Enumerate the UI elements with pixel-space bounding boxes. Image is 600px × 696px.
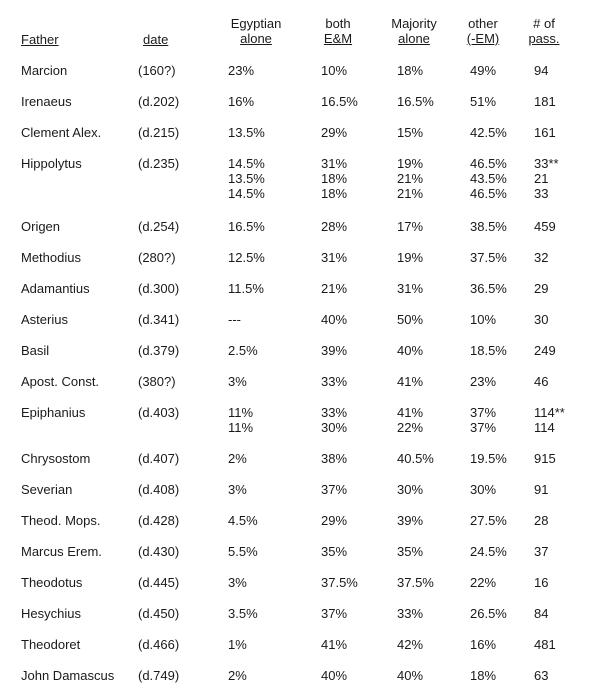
father-date: (d.202): [138, 94, 180, 109]
header-other: [458, 16, 508, 46]
header-majority-line1: Majority: [391, 16, 437, 31]
passages-value: 37: [534, 544, 549, 559]
header-both: [316, 16, 360, 46]
majority-value: 16.5%: [397, 94, 434, 109]
passages-cell: [534, 451, 578, 466]
egyptian-cell: [228, 156, 265, 201]
both-cell: [321, 513, 347, 528]
both-value: 33%: [321, 405, 348, 420]
father-date: (d.254): [138, 219, 180, 234]
header-father: [21, 32, 59, 47]
other-value: 22%: [470, 575, 497, 590]
father-date: (160?): [138, 63, 176, 78]
egyptian-cell: [228, 63, 254, 78]
header-other-line2: (-EM): [466, 31, 500, 46]
father-name: Marcion: [21, 63, 68, 78]
both-cell: [321, 575, 358, 590]
egyptian-value: ---: [228, 312, 241, 327]
father-date: (d.407): [138, 451, 180, 466]
header-both-line2: E&M: [323, 31, 353, 46]
header-majority: [382, 16, 446, 46]
egyptian-value: 2%: [228, 451, 247, 466]
egyptian-cell: [228, 312, 241, 327]
egyptian-value: 3.5%: [228, 606, 258, 621]
father-date: (d.749): [138, 668, 180, 683]
egyptian-value: 23%: [228, 63, 255, 78]
both-value: 16.5%: [321, 94, 358, 109]
both-cell: [321, 544, 347, 559]
passages-value: 46: [534, 374, 549, 389]
majority-value: 41%: [397, 374, 424, 389]
egyptian-cell: [228, 668, 247, 683]
both-value: 29%: [321, 513, 348, 528]
majority-cell: [397, 544, 423, 559]
both-value: 28%: [321, 219, 348, 234]
other-cell: [470, 219, 507, 234]
header-egyptian: [222, 16, 290, 46]
majority-value: 50%: [397, 312, 424, 327]
header-date-label: date: [143, 32, 169, 47]
father-date: (d.300): [138, 281, 180, 296]
egyptian-value: 14.5%: [228, 186, 265, 201]
majority-value: 40%: [397, 343, 424, 358]
header-other-line1: other: [468, 16, 498, 31]
father-name: Basil: [21, 343, 50, 358]
majority-cell: [397, 219, 423, 234]
father-date: (d.408): [138, 482, 180, 497]
other-cell: [470, 156, 507, 201]
both-cell: [321, 219, 347, 234]
other-value: 16%: [470, 637, 497, 652]
other-value: 46.5%: [470, 186, 507, 201]
father-name: Epiphanius: [21, 405, 86, 420]
both-value: 40%: [321, 668, 348, 683]
egyptian-cell: [228, 637, 247, 652]
father-name: Asterius: [21, 312, 68, 327]
father-date: (d.430): [138, 544, 180, 559]
egyptian-value: 2.5%: [228, 343, 258, 358]
other-cell: [470, 482, 496, 497]
egyptian-cell: [228, 544, 258, 559]
other-value: 37%: [470, 405, 497, 420]
egyptian-value: 3%: [228, 482, 247, 497]
passages-value: 32: [534, 250, 549, 265]
both-value: 33%: [321, 374, 348, 389]
other-cell: [470, 281, 507, 296]
both-value: 18%: [321, 186, 348, 201]
egyptian-value: 16.5%: [228, 219, 265, 234]
egyptian-value: 4.5%: [228, 513, 258, 528]
egyptian-value: 11.5%: [228, 281, 264, 296]
father-date: (d.403): [138, 405, 180, 420]
majority-value: 22%: [397, 420, 424, 435]
majority-value: 39%: [397, 513, 424, 528]
passages-cell: [534, 482, 578, 497]
both-value: 21%: [321, 281, 348, 296]
father-name: Theodoret: [21, 637, 81, 652]
other-value: 42.5%: [470, 125, 507, 140]
passages-cell: [534, 513, 578, 528]
majority-value: 41%: [397, 405, 424, 420]
majority-value: 35%: [397, 544, 424, 559]
both-cell: [321, 94, 358, 109]
both-value: 38%: [321, 451, 348, 466]
other-value: 26.5%: [470, 606, 507, 621]
header-passages-line1: # of: [533, 16, 555, 31]
passages-value: 16: [534, 575, 549, 590]
both-value: 37%: [321, 482, 348, 497]
both-value: 30%: [321, 420, 348, 435]
father-name: Origen: [21, 219, 61, 234]
passages-cell: [534, 575, 578, 590]
egyptian-cell: [228, 513, 258, 528]
both-value: 31%: [321, 250, 348, 265]
passages-value: 459: [534, 219, 556, 234]
egyptian-cell: [228, 575, 247, 590]
both-cell: [321, 63, 347, 78]
passages-value: 94: [534, 63, 549, 78]
father-name: Irenaeus: [21, 94, 72, 109]
other-value: 24.5%: [470, 544, 507, 559]
majority-cell: [397, 94, 434, 109]
other-cell: [470, 544, 507, 559]
both-cell: [321, 312, 347, 327]
passages-cell: [534, 94, 578, 109]
egyptian-value: 16%: [228, 94, 255, 109]
other-value: 23%: [470, 374, 497, 389]
both-cell: [321, 343, 347, 358]
passages-cell: [534, 405, 578, 435]
passages-cell: [534, 668, 578, 683]
passages-value: 91: [534, 482, 549, 497]
egyptian-value: 3%: [228, 374, 247, 389]
father-name: Severian: [21, 482, 73, 497]
passages-cell: [534, 374, 578, 389]
header-egyptian-line2: alone: [240, 31, 272, 46]
majority-value: 40%: [397, 668, 424, 683]
both-cell: [321, 281, 347, 296]
other-cell: [470, 575, 496, 590]
other-cell: [470, 668, 496, 683]
majority-cell: [397, 606, 423, 621]
header-passages: [524, 16, 564, 46]
majority-value: 18%: [397, 63, 424, 78]
header-father-label: Father: [21, 32, 59, 47]
both-value: 39%: [321, 343, 348, 358]
both-value: 40%: [321, 312, 348, 327]
other-cell: [470, 343, 507, 358]
egyptian-cell: [228, 451, 247, 466]
egyptian-value: 3%: [228, 575, 247, 590]
majority-cell: [397, 125, 423, 140]
both-cell: [321, 250, 347, 265]
other-value: 49%: [470, 63, 497, 78]
father-date: (380?): [138, 374, 176, 389]
father-date: (d.428): [138, 513, 180, 528]
father-name: Hesychius: [21, 606, 81, 621]
majority-value: 21%: [397, 186, 424, 201]
passages-value: 33**: [534, 156, 559, 171]
both-cell: [321, 482, 347, 497]
majority-cell: [397, 156, 423, 201]
other-value: 51%: [470, 94, 497, 109]
egyptian-value: 14.5%: [228, 156, 265, 171]
father-name: Theodotus: [21, 575, 83, 590]
both-value: 37%: [321, 606, 348, 621]
passages-cell: [534, 281, 578, 296]
egyptian-cell: [228, 606, 258, 621]
egyptian-cell: [228, 374, 247, 389]
passages-value: 915: [534, 451, 556, 466]
other-cell: [470, 374, 496, 389]
egyptian-cell: [228, 219, 265, 234]
majority-cell: [397, 513, 423, 528]
majority-value: 40.5%: [397, 451, 434, 466]
passages-value: 249: [534, 343, 556, 358]
other-cell: [470, 405, 496, 435]
header-date: [143, 32, 168, 47]
passages-cell: [534, 250, 578, 265]
passages-value: 21: [534, 171, 549, 186]
both-cell: [321, 125, 347, 140]
both-cell: [321, 374, 347, 389]
majority-cell: [397, 374, 423, 389]
majority-cell: [397, 405, 423, 435]
passages-value: 114: [534, 420, 555, 435]
majority-cell: [397, 637, 423, 652]
father-date: (d.215): [138, 125, 180, 140]
passages-cell: [534, 219, 578, 234]
majority-value: 21%: [397, 171, 424, 186]
father-date: (d.379): [138, 343, 180, 358]
passages-value: 33: [534, 186, 549, 201]
egyptian-cell: [228, 94, 254, 109]
father-name: Marcus Erem.: [21, 544, 102, 559]
egyptian-value: 1%: [228, 637, 247, 652]
father-name: Apost. Const.: [21, 374, 100, 389]
egyptian-cell: [228, 405, 253, 435]
majority-cell: [397, 668, 423, 683]
majority-cell: [397, 281, 423, 296]
majority-cell: [397, 482, 423, 497]
other-value: 19.5%: [470, 451, 507, 466]
other-value: 46.5%: [470, 156, 507, 171]
majority-cell: [397, 451, 434, 466]
other-cell: [470, 637, 496, 652]
egyptian-cell: [228, 250, 265, 265]
majority-value: 19%: [397, 156, 424, 171]
egyptian-cell: [228, 281, 264, 296]
majority-value: 37.5%: [397, 575, 434, 590]
other-value: 36.5%: [470, 281, 507, 296]
father-name: Chrysostom: [21, 451, 91, 466]
majority-cell: [397, 575, 434, 590]
passages-value: 161: [534, 125, 556, 140]
passages-cell: [534, 637, 578, 652]
father-name: John Damascus: [21, 668, 115, 683]
header-passages-line2: pass.: [528, 31, 560, 46]
both-cell: [321, 606, 347, 621]
majority-cell: [397, 250, 423, 265]
passages-value: 181: [534, 94, 556, 109]
other-value: 27.5%: [470, 513, 507, 528]
other-cell: [470, 125, 507, 140]
father-name: Hippolytus: [21, 156, 82, 171]
majority-cell: [397, 312, 423, 327]
majority-cell: [397, 343, 423, 358]
passages-cell: [534, 63, 578, 78]
majority-value: 19%: [397, 250, 424, 265]
passages-cell: [534, 606, 578, 621]
father-date: (280?): [138, 250, 176, 265]
both-value: 10%: [321, 63, 348, 78]
father-date: (d.445): [138, 575, 180, 590]
egyptian-value: 2%: [228, 668, 247, 683]
both-value: 29%: [321, 125, 348, 140]
father-date: (d.341): [138, 312, 180, 327]
both-cell: [321, 156, 347, 201]
other-value: 18%: [470, 668, 497, 683]
father-name: Clement Alex.: [21, 125, 102, 140]
majority-value: 42%: [397, 637, 424, 652]
majority-value: 17%: [397, 219, 424, 234]
egyptian-value: 13.5%: [228, 125, 265, 140]
other-value: 30%: [470, 482, 497, 497]
other-value: 38.5%: [470, 219, 507, 234]
other-cell: [470, 606, 507, 621]
egyptian-value: 13.5%: [228, 171, 265, 186]
passages-value: 29: [534, 281, 549, 296]
majority-value: 30%: [397, 482, 424, 497]
egyptian-value: 11%: [228, 420, 254, 435]
passages-cell: [534, 544, 578, 559]
passages-cell: [534, 312, 578, 327]
egyptian-value: 11%: [228, 405, 254, 420]
passages-cell: [534, 156, 578, 201]
passages-value: 114**: [534, 405, 565, 420]
majority-value: 15%: [397, 125, 424, 140]
egyptian-cell: [228, 343, 258, 358]
father-name: Theod. Mops.: [21, 513, 101, 528]
both-cell: [321, 668, 347, 683]
both-cell: [321, 637, 347, 652]
header-majority-line2: alone: [398, 31, 430, 46]
passages-value: 63: [534, 668, 549, 683]
other-value: 43.5%: [470, 171, 507, 186]
other-value: 18.5%: [470, 343, 507, 358]
passages-value: 30: [534, 312, 549, 327]
father-date: (d.235): [138, 156, 180, 171]
both-value: 41%: [321, 637, 348, 652]
father-name: Methodius: [21, 250, 81, 265]
egyptian-cell: [228, 125, 265, 140]
both-value: 18%: [321, 171, 348, 186]
father-date: (d.450): [138, 606, 180, 621]
both-value: 37.5%: [321, 575, 358, 590]
both-value: 31%: [321, 156, 348, 171]
father-name: Adamantius: [21, 281, 90, 296]
egyptian-value: 12.5%: [228, 250, 265, 265]
other-cell: [470, 513, 507, 528]
other-cell: [470, 94, 496, 109]
other-value: 37.5%: [470, 250, 507, 265]
egyptian-value: 5.5%: [228, 544, 258, 559]
other-cell: [470, 250, 507, 265]
other-value: 10%: [470, 312, 497, 327]
header-both-line1: both: [325, 16, 351, 31]
majority-value: 33%: [397, 606, 424, 621]
other-cell: [470, 312, 496, 327]
egyptian-cell: [228, 482, 247, 497]
father-date: (d.466): [138, 637, 180, 652]
both-value: 35%: [321, 544, 348, 559]
passages-value: 481: [534, 637, 556, 652]
majority-value: 31%: [397, 281, 424, 296]
majority-cell: [397, 63, 423, 78]
passages-value: 28: [534, 513, 549, 528]
header-egyptian-line1: Egyptian: [230, 16, 282, 31]
passages-value: 84: [534, 606, 549, 621]
passages-cell: [534, 343, 578, 358]
other-cell: [470, 451, 507, 466]
passages-cell: [534, 125, 578, 140]
other-cell: [470, 63, 496, 78]
other-value: 37%: [470, 420, 497, 435]
both-cell: [321, 405, 347, 435]
both-cell: [321, 451, 347, 466]
